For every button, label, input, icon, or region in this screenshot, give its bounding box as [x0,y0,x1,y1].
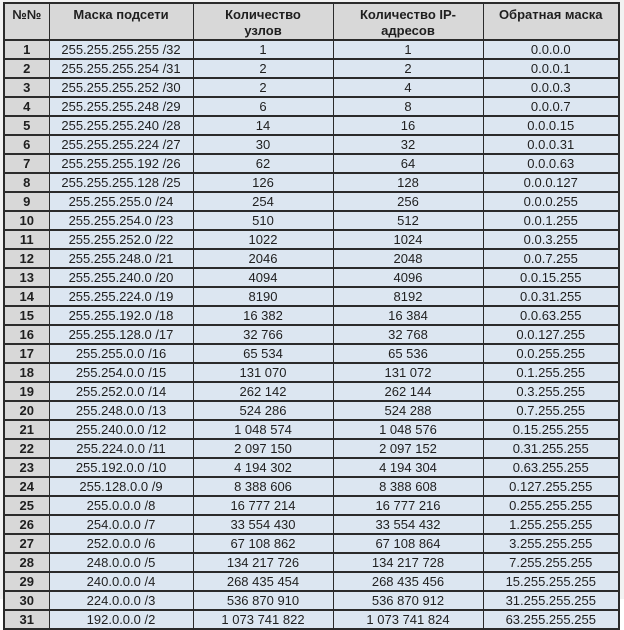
col-header-host-count-line1: Количество [225,7,301,22]
cell-host-count: 524 286 [193,401,333,420]
cell-ip-count: 2 097 152 [333,439,483,458]
header-row [4,3,619,40]
cell-ip-count: 32 768 [333,325,483,344]
table-header [4,3,619,40]
cell-wildcard-mask: 0.0.3.255 [483,230,619,249]
cell-number: 17 [4,344,49,363]
cell-number: 28 [4,553,49,572]
cell-ip-count: 536 870 912 [333,591,483,610]
table-row [4,610,619,629]
cell-ip-count: 16 [333,116,483,135]
cell-wildcard-mask: 0.0.0.63 [483,154,619,173]
cell-host-count: 4094 [193,268,333,287]
col-header-subnet-mask-label: Маска подсети [73,7,169,22]
table-row [4,192,619,211]
col-header-number [4,3,49,40]
cell-ip-count: 268 435 456 [333,572,483,591]
cell-ip-count: 128 [333,173,483,192]
cell-number: 23 [4,458,49,477]
table-row [4,116,619,135]
cell-subnet-mask: 255.255.255.254 /31 [49,59,193,78]
cell-host-count: 536 870 910 [193,591,333,610]
table-row [4,553,619,572]
cell-ip-count: 65 536 [333,344,483,363]
cell-ip-count: 1 048 576 [333,420,483,439]
cell-ip-count: 67 108 864 [333,534,483,553]
cell-ip-count: 134 217 728 [333,553,483,572]
cell-number: 2 [4,59,49,78]
cell-number: 21 [4,420,49,439]
cell-wildcard-mask: 63.255.255.255 [483,610,619,629]
table-row [4,458,619,477]
cell-number: 22 [4,439,49,458]
cell-ip-count: 4 [333,78,483,97]
table-row [4,477,619,496]
cell-number: 10 [4,211,49,230]
table-row [4,325,619,344]
cell-subnet-mask: 255.255.252.0 /22 [49,230,193,249]
cell-subnet-mask: 240.0.0.0 /4 [49,572,193,591]
cell-wildcard-mask: 0.255.255.255 [483,496,619,515]
cell-subnet-mask: 252.0.0.0 /6 [49,534,193,553]
cell-ip-count: 64 [333,154,483,173]
cell-ip-count: 8 388 608 [333,477,483,496]
table-row [4,515,619,534]
cell-number: 16 [4,325,49,344]
cell-number: 19 [4,382,49,401]
cell-number: 27 [4,534,49,553]
cell-subnet-mask: 255.255.128.0 /17 [49,325,193,344]
cell-subnet-mask: 255.128.0.0 /9 [49,477,193,496]
cell-number: 24 [4,477,49,496]
table-row [4,97,619,116]
table-row [4,173,619,192]
table-row [4,230,619,249]
cell-wildcard-mask: 7.255.255.255 [483,553,619,572]
cell-number: 25 [4,496,49,515]
cell-host-count: 8 388 606 [193,477,333,496]
table-row [4,40,619,59]
cell-host-count: 67 108 862 [193,534,333,553]
cell-subnet-mask: 255.255.255.192 /26 [49,154,193,173]
table-row [4,382,619,401]
cell-host-count: 134 217 726 [193,553,333,572]
cell-ip-count: 131 072 [333,363,483,382]
cell-host-count: 2046 [193,249,333,268]
cell-host-count: 1 048 574 [193,420,333,439]
cell-host-count: 254 [193,192,333,211]
table-row [4,401,619,420]
cell-host-count: 262 142 [193,382,333,401]
cell-ip-count: 2 [333,59,483,78]
cell-wildcard-mask: 0.0.255.255 [483,344,619,363]
cell-number: 12 [4,249,49,268]
subnet-mask-table [3,2,620,630]
col-header-wildcard-mask [483,3,619,40]
cell-host-count: 126 [193,173,333,192]
cell-number: 31 [4,610,49,629]
col-header-number-label: №№ [12,7,42,22]
cell-wildcard-mask: 0.0.0.3 [483,78,619,97]
cell-number: 29 [4,572,49,591]
cell-wildcard-mask: 0.0.0.31 [483,135,619,154]
cell-number: 3 [4,78,49,97]
cell-number: 4 [4,97,49,116]
cell-subnet-mask: 255.0.0.0 /8 [49,496,193,515]
cell-wildcard-mask: 0.0.7.255 [483,249,619,268]
table-body [4,40,619,629]
cell-host-count: 32 766 [193,325,333,344]
cell-host-count: 131 070 [193,363,333,382]
cell-ip-count: 262 144 [333,382,483,401]
cell-number: 18 [4,363,49,382]
table-row [4,572,619,591]
cell-host-count: 62 [193,154,333,173]
cell-host-count: 2 097 150 [193,439,333,458]
cell-number: 30 [4,591,49,610]
cell-subnet-mask: 255.192.0.0 /10 [49,458,193,477]
table-row [4,268,619,287]
table-row [4,534,619,553]
cell-number: 9 [4,192,49,211]
cell-number: 1 [4,40,49,59]
table-row [4,306,619,325]
cell-subnet-mask: 254.0.0.0 /7 [49,515,193,534]
col-header-ip-count [333,3,483,40]
cell-number: 11 [4,230,49,249]
cell-subnet-mask: 255.255.0.0 /16 [49,344,193,363]
cell-wildcard-mask: 31.255.255.255 [483,591,619,610]
cell-host-count: 268 435 454 [193,572,333,591]
cell-host-count: 2 [193,78,333,97]
cell-wildcard-mask: 0.0.31.255 [483,287,619,306]
cell-host-count: 65 534 [193,344,333,363]
cell-wildcard-mask: 0.0.0.7 [483,97,619,116]
cell-number: 8 [4,173,49,192]
table-row [4,363,619,382]
cell-number: 20 [4,401,49,420]
cell-ip-count: 4 194 304 [333,458,483,477]
cell-ip-count: 16 777 216 [333,496,483,515]
cell-wildcard-mask: 0.1.255.255 [483,363,619,382]
table-row [4,154,619,173]
cell-host-count: 30 [193,135,333,154]
cell-subnet-mask: 255.248.0.0 /13 [49,401,193,420]
table-row [4,211,619,230]
cell-subnet-mask: 255.255.255.252 /30 [49,78,193,97]
col-header-ip-count-line2: адресов [381,23,435,38]
col-header-subnet-mask [49,3,193,40]
cell-wildcard-mask: 0.0.127.255 [483,325,619,344]
col-header-host-count [193,3,333,40]
table-row [4,287,619,306]
cell-host-count: 8190 [193,287,333,306]
cell-host-count: 1 [193,40,333,59]
cell-wildcard-mask: 0.0.15.255 [483,268,619,287]
cell-subnet-mask: 255.255.255.240 /28 [49,116,193,135]
table-row [4,135,619,154]
col-header-ip-count-line1: Количество IP- [360,7,456,22]
cell-host-count: 16 777 214 [193,496,333,515]
cell-ip-count: 1 [333,40,483,59]
cell-ip-count: 8 [333,97,483,116]
cell-ip-count: 16 384 [333,306,483,325]
table-row [4,496,619,515]
cell-ip-count: 1 073 741 824 [333,610,483,629]
cell-number: 15 [4,306,49,325]
cell-ip-count: 1024 [333,230,483,249]
cell-subnet-mask: 224.0.0.0 /3 [49,591,193,610]
cell-wildcard-mask: 0.0.1.255 [483,211,619,230]
cell-subnet-mask: 255.255.224.0 /19 [49,287,193,306]
table-row [4,59,619,78]
cell-host-count: 16 382 [193,306,333,325]
cell-host-count: 33 554 430 [193,515,333,534]
cell-number: 26 [4,515,49,534]
cell-wildcard-mask: 0.0.0.0 [483,40,619,59]
cell-subnet-mask: 255.254.0.0 /15 [49,363,193,382]
cell-wildcard-mask: 15.255.255.255 [483,572,619,591]
cell-wildcard-mask: 0.3.255.255 [483,382,619,401]
cell-number: 6 [4,135,49,154]
cell-wildcard-mask: 0.15.255.255 [483,420,619,439]
cell-subnet-mask: 255.240.0.0 /12 [49,420,193,439]
cell-subnet-mask: 192.0.0.0 /2 [49,610,193,629]
cell-number: 13 [4,268,49,287]
cell-host-count: 510 [193,211,333,230]
cell-ip-count: 256 [333,192,483,211]
cell-wildcard-mask: 1.255.255.255 [483,515,619,534]
cell-wildcard-mask: 0.0.63.255 [483,306,619,325]
cell-ip-count: 32 [333,135,483,154]
cell-subnet-mask: 255.255.240.0 /20 [49,268,193,287]
cell-ip-count: 4096 [333,268,483,287]
cell-wildcard-mask: 0.0.0.255 [483,192,619,211]
col-header-wildcard-mask-label: Обратная маска [498,7,603,22]
cell-number: 14 [4,287,49,306]
cell-wildcard-mask: 3.255.255.255 [483,534,619,553]
cell-host-count: 1022 [193,230,333,249]
cell-subnet-mask: 255.224.0.0 /11 [49,439,193,458]
cell-subnet-mask: 255.255.254.0 /23 [49,211,193,230]
cell-subnet-mask: 255.255.255.224 /27 [49,135,193,154]
cell-subnet-mask: 255.252.0.0 /14 [49,382,193,401]
cell-ip-count: 524 288 [333,401,483,420]
cell-subnet-mask: 255.255.255.248 /29 [49,97,193,116]
table-row [4,344,619,363]
table-row [4,420,619,439]
table-row [4,591,619,610]
col-header-host-count-line2: узлов [244,23,282,38]
cell-subnet-mask: 255.255.255.255 /32 [49,40,193,59]
cell-subnet-mask: 255.255.192.0 /18 [49,306,193,325]
cell-host-count: 1 073 741 822 [193,610,333,629]
cell-wildcard-mask: 0.0.0.15 [483,116,619,135]
cell-ip-count: 33 554 432 [333,515,483,534]
table-row [4,249,619,268]
cell-number: 5 [4,116,49,135]
cell-subnet-mask: 248.0.0.0 /5 [49,553,193,572]
cell-host-count: 2 [193,59,333,78]
cell-wildcard-mask: 0.127.255.255 [483,477,619,496]
cell-ip-count: 512 [333,211,483,230]
cell-subnet-mask: 255.255.248.0 /21 [49,249,193,268]
cell-subnet-mask: 255.255.255.128 /25 [49,173,193,192]
cell-number: 7 [4,154,49,173]
cell-wildcard-mask: 0.0.0.1 [483,59,619,78]
table-row [4,439,619,458]
cell-subnet-mask: 255.255.255.0 /24 [49,192,193,211]
cell-host-count: 14 [193,116,333,135]
cell-host-count: 4 194 302 [193,458,333,477]
cell-ip-count: 2048 [333,249,483,268]
cell-wildcard-mask: 0.63.255.255 [483,458,619,477]
cell-wildcard-mask: 0.31.255.255 [483,439,619,458]
cell-ip-count: 8192 [333,287,483,306]
cell-wildcard-mask: 0.0.0.127 [483,173,619,192]
cell-host-count: 6 [193,97,333,116]
table-row [4,78,619,97]
cell-wildcard-mask: 0.7.255.255 [483,401,619,420]
